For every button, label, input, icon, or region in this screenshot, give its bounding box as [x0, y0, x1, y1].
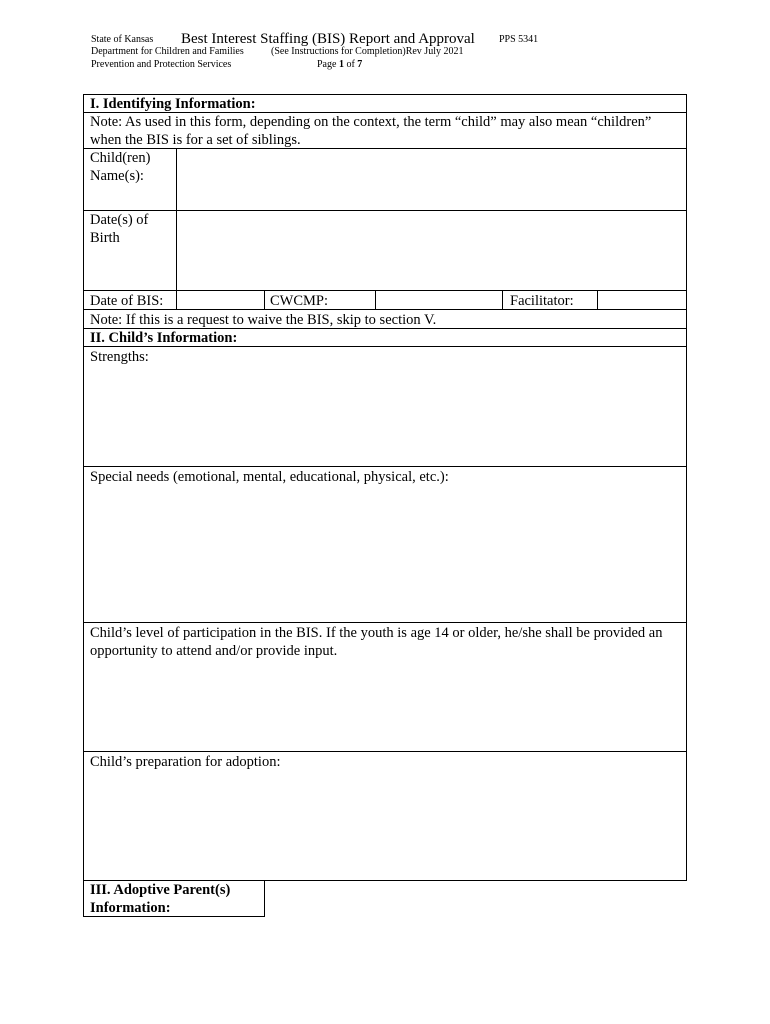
section1-heading: I. Identifying Information: [90, 96, 256, 112]
cwcmp-label: CWCMP: [270, 293, 329, 309]
divider [83, 466, 687, 467]
dob-field[interactable] [177, 211, 686, 290]
divider [83, 112, 687, 113]
facilitator-field[interactable] [598, 291, 686, 309]
participation-label: Child’s level of participation in the BIS. If the youth is age 14 or older, he/she shall be provided an opportunity to attend and/or provide input. [90, 625, 663, 659]
facilitator-label: Facilitator: [510, 293, 574, 309]
divider [502, 290, 503, 309]
instructions-label: (See Instructions for Completion)Rev July 2021 [271, 46, 464, 57]
dob-label: Date(s) of Birth [90, 212, 149, 246]
page-indicator [317, 59, 362, 71]
cwcmp-field[interactable] [376, 291, 501, 309]
preparation-label: Child’s preparation for adoption: [90, 754, 281, 770]
state-label: State of Kansas [91, 34, 154, 45]
child-names-field[interactable] [177, 149, 686, 210]
participation-field[interactable] [84, 662, 686, 750]
page-current: 1 [338, 59, 344, 70]
special-needs-field[interactable] [84, 488, 686, 622]
special-needs-label: Special needs (emotional, mental, educational, physical, etc.): [90, 469, 449, 485]
section2-heading: II. Child’s Information: [90, 330, 238, 346]
date-of-bis-label: Date of BIS: [90, 293, 164, 309]
department-label: Department for Children and Families [91, 46, 244, 57]
date-of-bis-field[interactable] [177, 291, 263, 309]
divider [83, 751, 687, 752]
waive-note: Note: If this is a request to waive the BIS, skip to section V. [90, 312, 437, 328]
divider [83, 309, 687, 310]
preparation-field[interactable] [84, 773, 686, 879]
divider [264, 290, 265, 309]
strengths-field[interactable] [84, 368, 686, 466]
division-label: Prevention and Protection Services [91, 59, 232, 70]
page-of: of [343, 59, 358, 70]
section3-heading: III. Adoptive Parent(s) Information: [90, 882, 231, 916]
divider [83, 328, 687, 329]
child-names-label: Child(ren) Name(s): [90, 150, 151, 184]
siblings-note: Note: As used in this form, depending on the context, the term “child” may also mean “children” when the BIS is for a set of siblings. [90, 114, 652, 148]
form-title: Best Interest Staffing (BIS) Report and Approval [181, 31, 475, 47]
form-number: PPS 5341 [499, 34, 539, 45]
divider [83, 622, 687, 623]
page-total: 7 [357, 59, 363, 70]
divider [83, 346, 687, 347]
page-prefix: Page [317, 59, 339, 70]
strengths-label: Strengths: [90, 349, 149, 365]
